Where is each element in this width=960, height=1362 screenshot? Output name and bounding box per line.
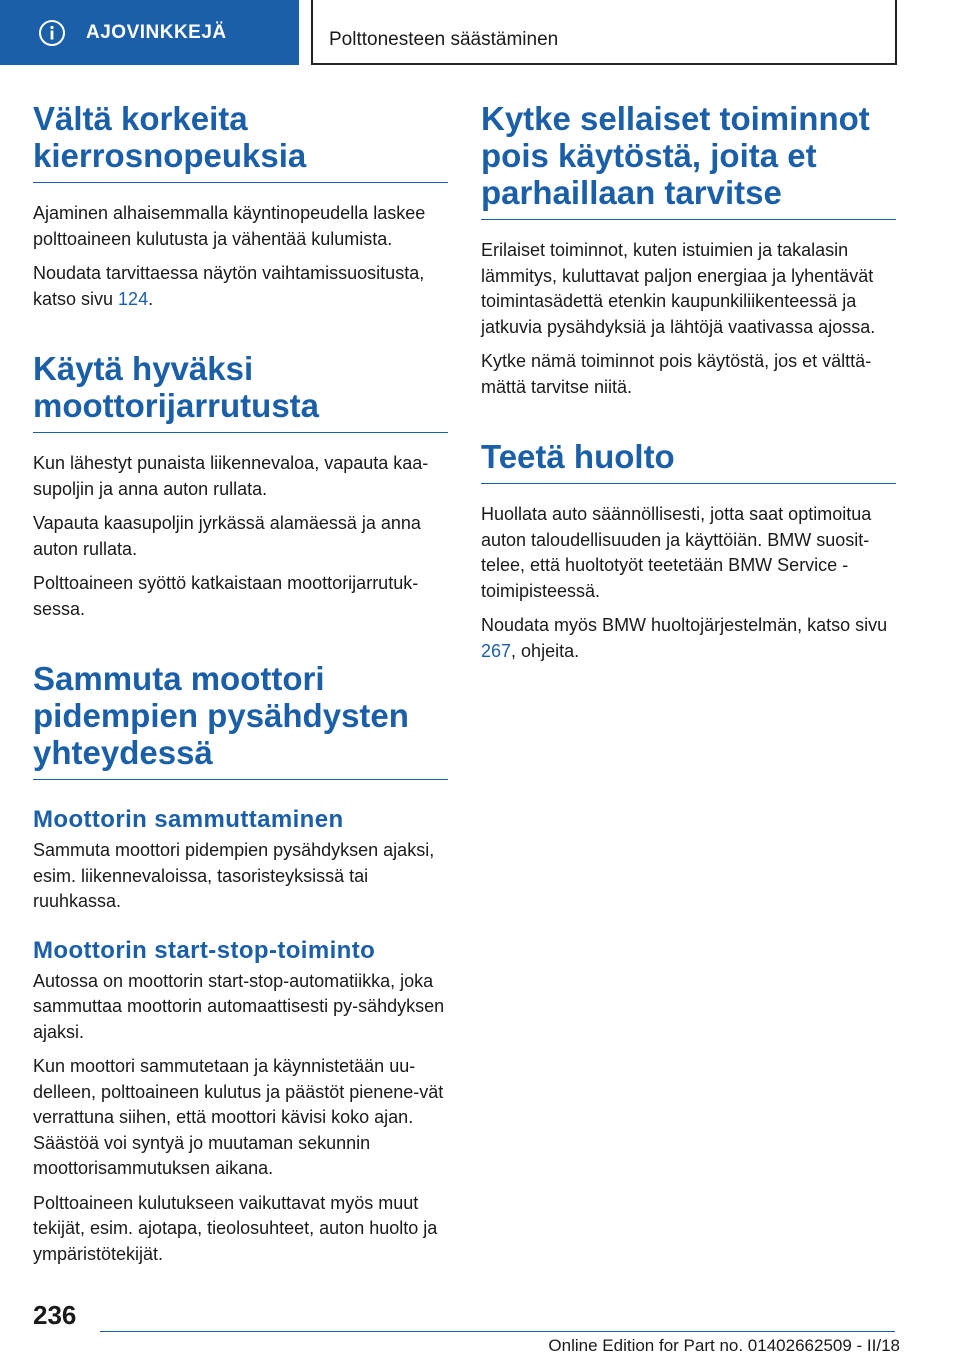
current-topic-label: Polttonesteen säästäminen [329,29,559,50]
paragraph: Sammuta moottori pidempien pysähdyksen ajaksi, esim. liikennevaloissa, tasoristeyksissä tai ruuhkassa. [33,840,435,911]
paragraph: Huollata auto säännöllisesti, jotta saat optimoitua auton taloudellisuuden ja käyttöiän. BMW suosit-telee, että huoltotyöt teetetään BMW Service -toimipisteessä. [481,504,872,601]
section-tab[interactable] [0,0,299,65]
paragraph: Autossa on moottorin start-stop-automatiikka, joka sammuttaa moottorin automaattisesti py-sähdyksen ajaksi. [33,970,445,1042]
paragraph: Erilaiset toiminnot, kuten istuimien ja takalasin lämmitys, kuluttavat paljon energiaa ja lyhentävät toimintasädettä etenkin kaupunkiliikenteessä ja jatkuvia pysähdyksiä ja lähtöjä vaativassa ajossa. [481,240,876,337]
paragraph: Vapauta kaasupoljin jyrkässä alamäessä ja anna auton rullata. [33,513,421,559]
section-title-engine-braking: Käytä hyväksi moottorijarrutusta [33,350,448,433]
paragraph: Polttoaineen kulutukseen vaikuttavat myös muut tekijät, esim. ajotapa, tieolosuhteet, auton huolto ja ympäristötekijät. [33,1192,438,1264]
paragraph: Polttoaineen syöttö katkaistaan moottorijarrutuk-sessa. [33,573,419,619]
paragraph: Kun lähestyt punaista liikennevaloa, vapauta kaa-supoljin ja anna auton rullata. [33,453,429,499]
page-number: 236 [33,1300,77,1330]
section-title-engine-off: Sammuta moottori pidempien pysähdysten yhteydessä [33,660,448,780]
paragraph: Kun moottori sammutetaan ja käynnistetään uu-delleen, polttoaineen kulutus ja päästöt pienene-vät verrattuna siihen, että moottori kävisi koko ajan. Säästöä voi syntyä jo muutaman sekunnin moottorisammutuksen aikana. [33,1056,444,1178]
subsection-title-engine-off: Moottorin sammuttaminen [33,806,344,833]
section-tab-label: AJOVINKKEJÄ [86,21,227,43]
section-title-high-revs: Vältä korkeita kierrosnopeuksia [33,100,448,183]
section-title-service: Teetä huolto [481,438,896,484]
page-link-267[interactable]: 267 [481,640,512,661]
paragraph: Noudata myös BMW huoltojärjestelmän, katso sivu 267, ohjeita. [481,615,888,661]
edition-note: Online Edition for Part no. 01402662509 - II/18 [548,1336,900,1355]
current-topic-tab[interactable] [311,0,897,65]
paragraph: Ajaminen alhaisemmalla käyntinopeudella laskee polttoaineen kulutusta ja vähentää kulumista. [33,203,426,249]
right-column [481,100,896,664]
footer-divider [100,1331,895,1332]
section-title-disable-functions: Kytke sellaiset toiminnot pois käytöstä, joita et parhaillaan tarvitse [481,100,896,220]
page-link-124[interactable]: 124 [118,288,149,309]
left-column [33,100,448,1267]
paragraph: Kytke nämä toiminnot pois käytöstä, jos et välttä-mättä tarvitse niitä. [481,351,872,397]
subsection-title-start-stop: Moottorin start-stop-toiminto [33,936,376,964]
paragraph: Noudata tarvittaessa näytön vaihtamissuositusta, katso sivu 124. [33,263,425,309]
info-icon [38,19,66,47]
